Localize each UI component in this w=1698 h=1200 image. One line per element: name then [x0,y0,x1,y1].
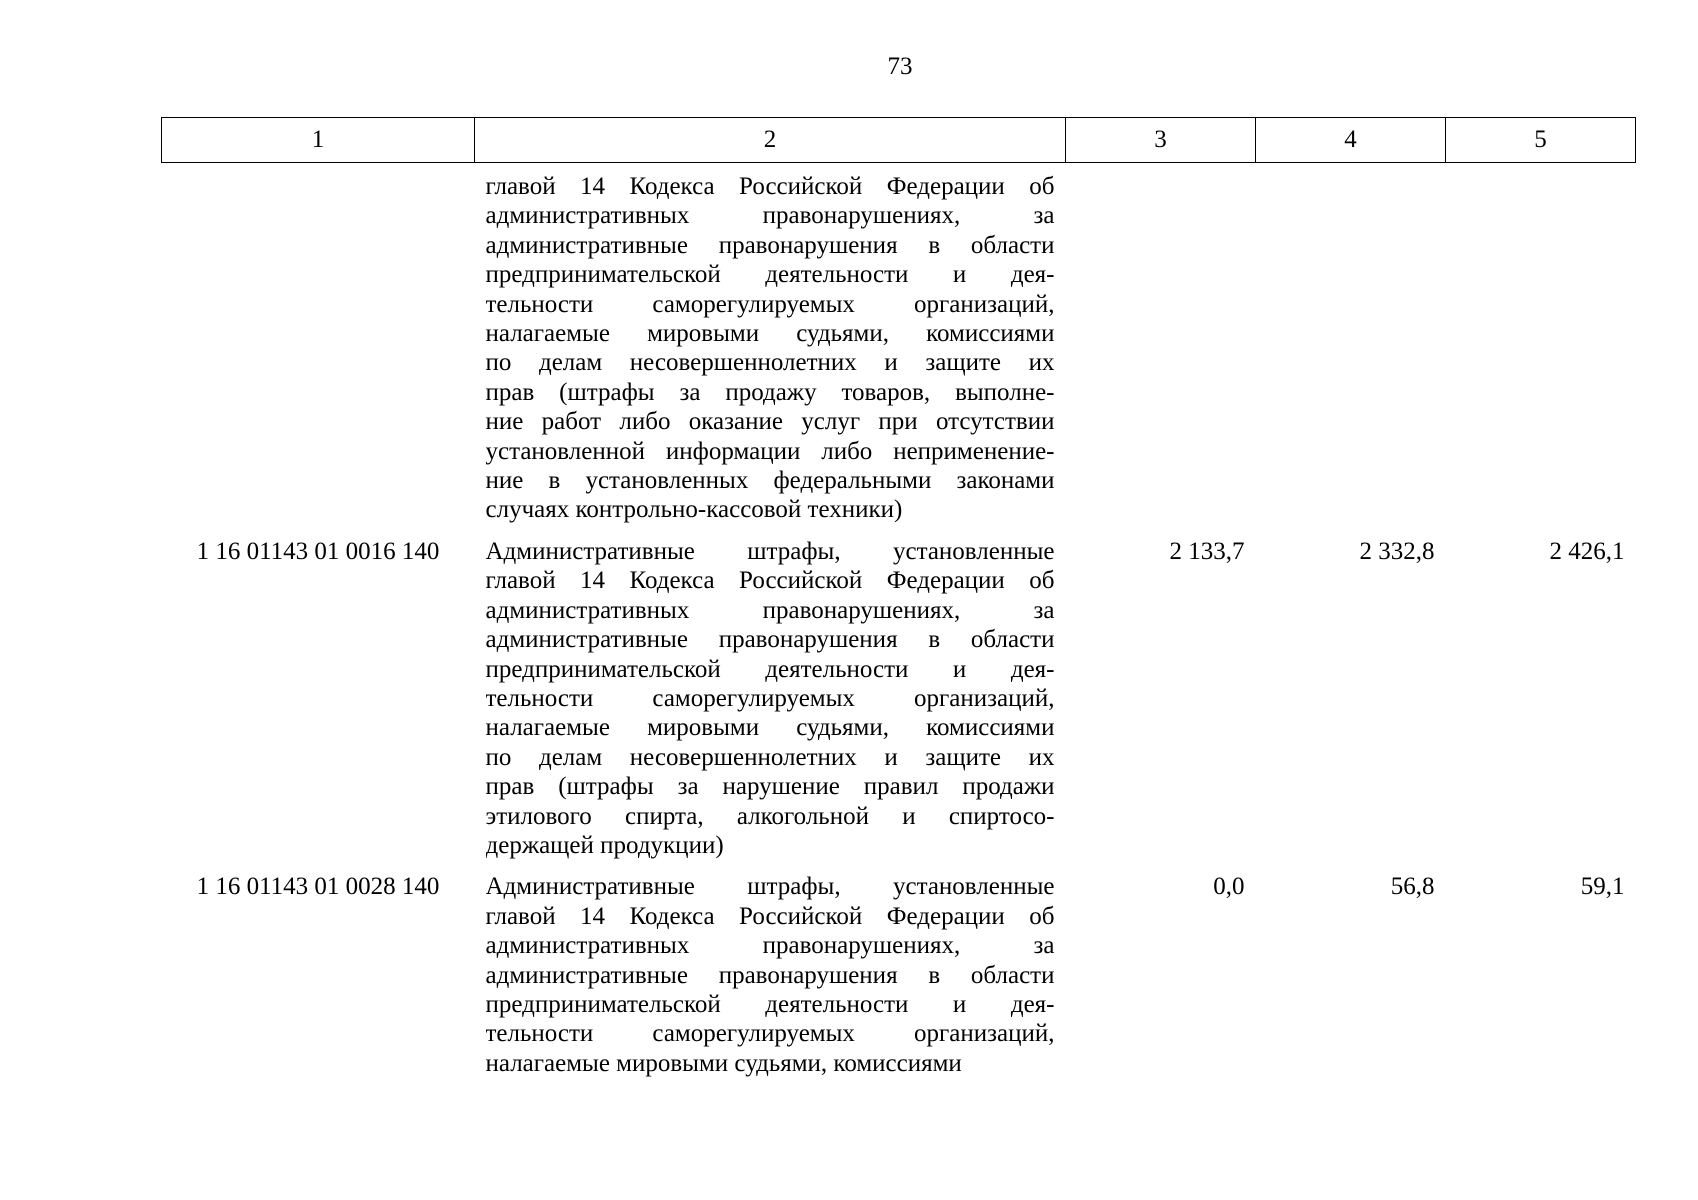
row-value-col4: 2 332,8 [1359,537,1435,565]
description-line: тельности саморегулируемых организаций, [485,1020,1055,1048]
row-description [475,860,1066,1078]
description-line: прав (штрафы за нарушение правил продажи [485,773,1055,801]
row-value-col5 [1446,163,1636,525]
row-description [475,163,1066,525]
budget-table-container [161,117,1635,1078]
description-line: административные правонарушения в области [485,231,1055,259]
header-col-4: 4 [1256,118,1446,163]
row-value-col4 [1256,163,1446,525]
description-line: этилового спирта, алкогольной и спиртосо- [485,802,1055,830]
row-value-col3: 0,0 [1213,873,1245,901]
header-col-2: 2 [475,118,1066,163]
description-line: административных правонарушениях, за [485,596,1055,624]
description-line: по делам несовершеннолетних и защите их [485,349,1055,377]
table-row [162,163,1636,525]
description-line: административные правонарушения в области [485,961,1055,989]
description-line: административные правонарушения в области [485,626,1055,654]
row-code [162,163,475,525]
description-line: налагаемые мировыми судьями, комиссиями [485,714,1055,742]
description-line: по делам несовершеннолетних и защите их [485,743,1055,771]
row-value-col3 [1066,163,1256,525]
description-line: случаях контрольно-кассовой техники) [485,496,903,524]
page-number: 73 [887,53,913,80]
description-line: административных правонарушениях, за [485,202,1055,230]
description-line: Административные штрафы, установленные [485,537,1055,565]
description-line: ние работ либо оказание услуг при отсутствии [485,408,1055,436]
description-line: предпринимательской деятельности и дея- [485,261,1055,289]
table-header [162,118,1636,163]
description-line: тельности саморегулируемых организаций, [485,684,1055,712]
description-line: прав (штрафы за продажу товаров, выполне- [485,378,1055,406]
description-line: налагаемые мировыми судьями, комиссиями [485,320,1055,348]
description-line: административных правонарушениях, за [485,932,1055,960]
row-description [475,525,1066,860]
description-line: ние в установленных федеральными законами [485,467,1055,495]
table-body [162,163,1636,1079]
description-line: главой 14 Кодекса Российской Федерации об [485,902,1055,930]
table-row [162,525,1636,860]
description-line: предпринимательской деятельности и дея- [485,990,1055,1018]
description-line: Административные штрафы, установленные [485,873,1055,901]
header-col-5: 5 [1446,118,1636,163]
description-line: главой 14 Кодекса Российской Федерации об [485,173,1055,200]
description-line: налагаемые мировыми судьями, комиссиями [485,1049,962,1077]
description-line: держащей продукции) [485,831,724,859]
row-value-col3: 2 133,7 [1169,537,1245,565]
description-line: предпринимательской деятельности и дея- [485,655,1055,683]
description-line: установленной информации либо неприменение- [485,437,1055,465]
row-value-col5: 59,1 [1580,873,1625,901]
row-value-col5: 2 426,1 [1549,537,1625,565]
table-row [162,860,1636,1078]
description-line: тельности саморегулируемых организаций, [485,290,1055,318]
header-col-3: 3 [1066,118,1256,163]
header-col-1: 1 [162,118,475,163]
description-line: главой 14 Кодекса Российской Федерации об [485,567,1055,595]
row-code: 1 16 01143 01 0028 140 [196,873,440,901]
row-code: 1 16 01143 01 0016 140 [196,537,440,565]
budget-table [161,117,1636,1078]
row-value-col4: 56,8 [1390,873,1435,901]
header-row [162,118,1636,163]
